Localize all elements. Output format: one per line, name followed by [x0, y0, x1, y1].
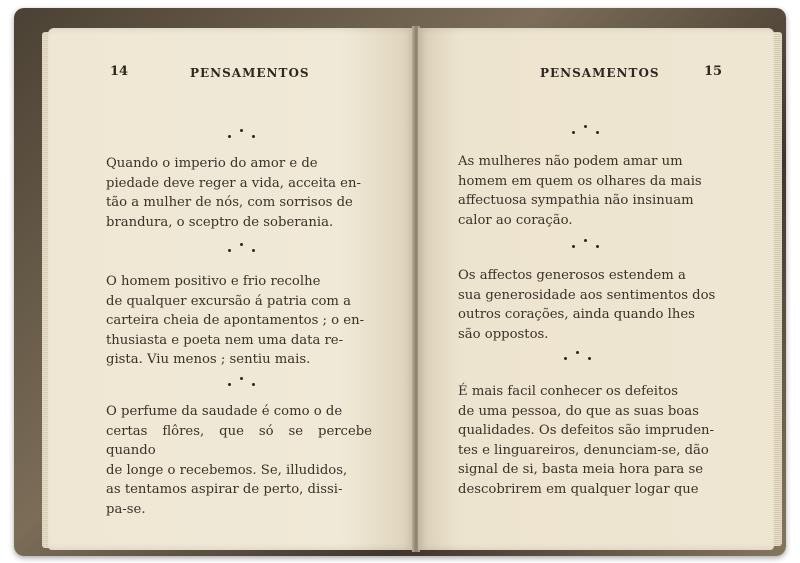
section-divider-asterism — [570, 236, 606, 252]
left-paragraph-3: O perfume da saudade é como o de certas flôres, que só se percebe quando de longe o recebemos. Se, illudidos, as tentamos aspirar de perto, dissi- pa-se. — [106, 404, 372, 517]
page-number-left: 14 — [110, 64, 129, 79]
page-number-right: 15 — [704, 64, 723, 79]
section-divider-asterism — [562, 348, 598, 364]
right-paragraph-2: Os affectos generosos estendem a sua generosidade aos sentimentos dos outros corações, ainda quando lhes são oppostos. — [458, 268, 716, 342]
running-head-left: PENSAMENTOS — [190, 66, 310, 80]
left-paragraph-1: Quando o imperio do amor e de piedade deve reger a vida, acceita en- tão a mulher de nós, com sorrisos de brandura, o sceptro de soberania. — [106, 156, 361, 230]
section-divider-asterism — [570, 122, 606, 138]
right-paragraph-1: As mulheres não podem amar um homem em quem os olhares da mais affectuosa sympathia não insinuam calor ao coração. — [458, 154, 702, 228]
section-divider-asterism — [226, 374, 262, 390]
left-page — [48, 28, 414, 550]
right-paragraph-3: É mais facil conhecer os defeitos de uma pessoa, do que as suas boas qualidades. Os defeitos são impruden- tes e linguareiros, denunciam-se, dão signal de si, basta meia hora para se descobrirem em qualquer logar que — [458, 384, 714, 497]
right-page — [418, 28, 774, 550]
section-divider-asterism — [226, 240, 262, 256]
running-head-right: PENSAMENTOS — [540, 66, 660, 80]
left-paragraph-2: O homem positivo e frio recolhe de qualquer excursão á patria com a carteira cheia de apontamentos ; o en- thusiasta e poeta nem uma data re- gista. Viu menos ; sentiu mais. — [106, 274, 365, 368]
open-book — [14, 8, 786, 556]
section-divider-asterism — [226, 126, 262, 142]
